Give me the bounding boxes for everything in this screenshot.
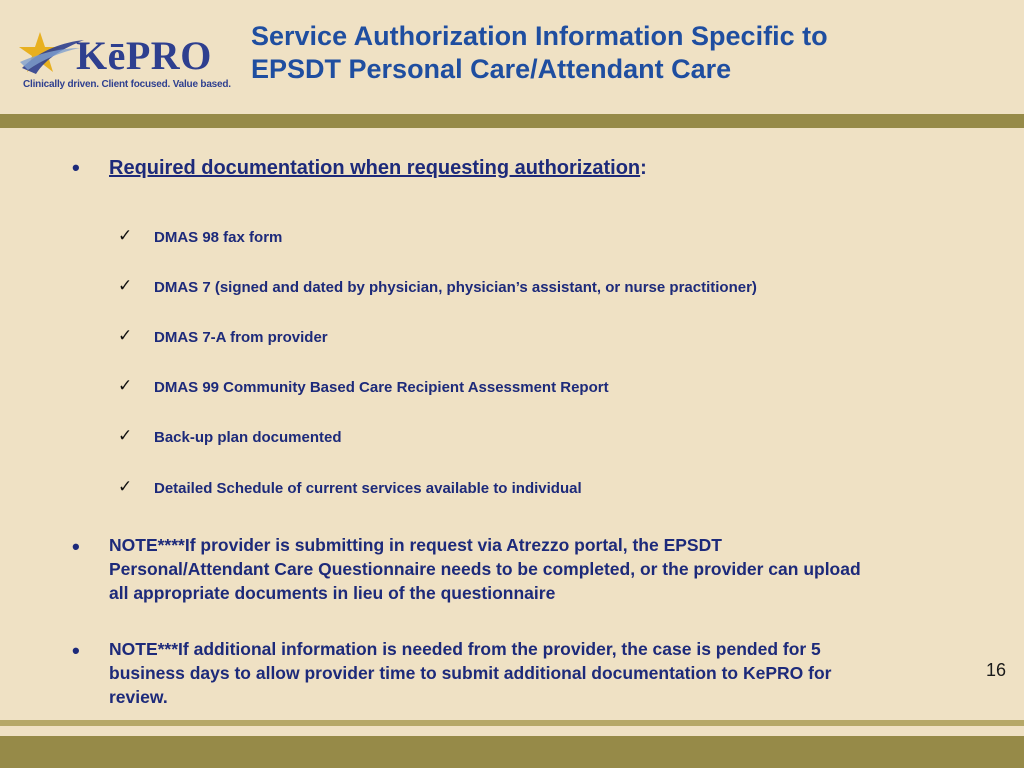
checkmark-icon: ✓ — [118, 326, 133, 345]
checklist-item: DMAS 7-A from provider — [154, 329, 328, 346]
footer-thin-band — [0, 720, 1024, 726]
logo-wordmark: KēPRO — [76, 33, 212, 78]
note-line: review. — [109, 687, 168, 707]
kepro-logo — [18, 28, 231, 94]
page-number: 16 — [986, 660, 1007, 680]
checklist-item: Detailed Schedule of current services available to individual — [154, 480, 582, 497]
checkmark-icon: ✓ — [118, 426, 133, 445]
checkmark-icon: ✓ — [118, 276, 133, 295]
checkmark-icon: ✓ — [118, 477, 133, 496]
bullet-icon: • — [72, 155, 80, 180]
requirements-heading-colon: : — [640, 157, 647, 179]
title-line-2: EPSDT Personal Care/Attendant Care — [251, 54, 732, 84]
checklist-item: DMAS 7 (signed and dated by physician, physician’s assistant, or nurse practitioner) — [154, 279, 757, 296]
bullet-icon: • — [72, 638, 80, 663]
note-line: all appropriate documents in lieu of the questionnaire — [109, 583, 556, 603]
note-line: business days to allow provider time to submit additional documentation to KePRO for — [109, 663, 832, 683]
requirements-heading-text: Required documentation when requesting authorization — [109, 157, 641, 179]
checklist-item: DMAS 98 fax form — [154, 229, 283, 246]
note-line: Personal/Attendant Care Questionnaire needs to be completed, or the provider can upload — [109, 559, 861, 579]
note-portal — [109, 533, 969, 605]
requirements-heading — [109, 156, 647, 180]
header-band — [0, 114, 1024, 128]
note-line: NOTE****If provider is submitting in request via Atrezzo portal, the EPSDT — [109, 535, 722, 555]
note-line: NOTE***If additional information is needed from the provider, the case is pended for 5 — [109, 639, 821, 659]
title-line-1: Service Authorization Information Specific to — [251, 21, 828, 51]
checkmark-icon: ✓ — [118, 376, 133, 395]
slide-title — [251, 20, 951, 86]
checklist-item: Back-up plan documented — [154, 429, 342, 446]
logo-tagline: Clinically driven. Client focused. Value based. — [23, 79, 231, 90]
checklist-item: DMAS 99 Community Based Care Recipient Assessment Report — [154, 379, 609, 396]
checkmark-icon: ✓ — [118, 226, 133, 245]
note-pended — [109, 637, 969, 709]
footer-band — [0, 736, 1024, 768]
bullet-icon: • — [72, 534, 80, 559]
